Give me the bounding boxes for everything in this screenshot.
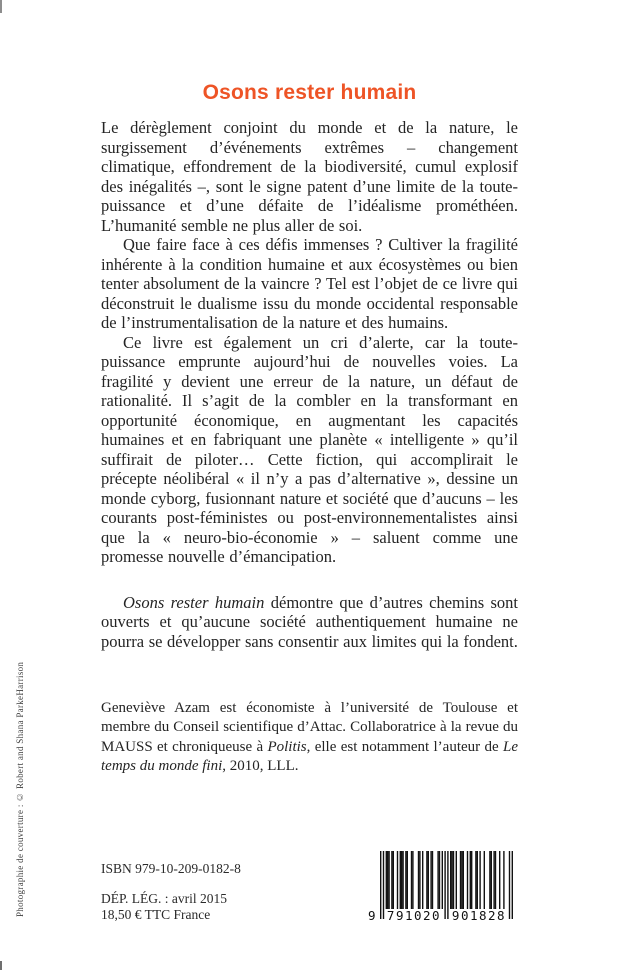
paragraph-4	[101, 593, 518, 652]
crop-mark-top-left	[0, 0, 2, 13]
isbn-number: ISBN 979-10-209-0182-8	[101, 861, 241, 876]
back-cover-text	[101, 118, 518, 651]
price: 18,50 € TTC France	[101, 907, 211, 922]
page-title: Osons rester humain	[202, 81, 417, 104]
bio-text-2: , elle est notamment l’auteur de	[306, 738, 503, 755]
bio-italic-book: Le temps du monde fini	[101, 738, 518, 774]
photo-credit: Photographie de couverture : © Robert and Shana ParkeHarrison	[15, 661, 25, 917]
legal-deposit: DÉP. LÉG. : avril 2015	[101, 891, 227, 906]
book-title-italic: Osons rester humain	[123, 592, 265, 612]
barcode-digit-first: 9	[368, 908, 376, 923]
paragraph-3: Ce livre est également un cri d’alerte, car la toute-puissance emprunte aujourd’hui de nouvelles voies. La fragilité y devient une erreur de la nature, un défaut de rationalité. Il s’agit de la combler en la transformant en opportunité économique, en augmentant les capacités humaines et en fabriquant une planète « intelligente » qu’il suffirait de piloter… Cette fiction, qui accomplirait le précepte néolibéral « il n’y a pas d’alternative », dessine un monde cyborg, fusionnant nature et société que d’aucuns – les courants post-féministes ou post-environnementalistes ainsi que la « neuro-bio-économie » – saluent comme une promesse nouvelle d’émancipation.	[101, 332, 518, 566]
author-bio	[101, 699, 518, 776]
bio-text-3: , 2010, LLL.	[222, 757, 299, 774]
paragraph-1: Le dérèglement conjoint du monde et de la nature, le surgissement d’événements extrêmes – changement climatique, effondrement de la biodiversité, cumul explosif des inégalités –, sont le signe patent d’une limite de la toute-puissance et d’une défaite de l’idéalisme prométhéen. L’humanité semble ne plus aller de soi.	[101, 118, 518, 235]
publication-info	[101, 861, 241, 923]
bio-text-1: Geneviève Azam est économiste à l’université de Toulouse et membre du Conseil scientifique d’Attac. Collaboratrice à la revue du MAUSS et chroniqueuse à	[101, 700, 518, 755]
paragraph-4-rest: démontre que d’autres chemins sont ouverts et qu’aucune société authentiquement humaine ne pourra se développer sans consentir aux limites qui la fondent.	[101, 592, 518, 651]
crop-mark-bottom-left	[0, 961, 2, 970]
paragraph-2: Que faire face à ces défis immenses ? Cultiver la fragilité inhérente à la condition humaine et aux écosystèmes ou bien tenter absolument de la vaincre ? Tel est l’objet de ce livre qui déconstruit le dualisme issu du monde occidental responsable de l’instrumentalisation de la nature et des humains.	[101, 235, 518, 332]
barcode-digits-left: 791020	[386, 908, 442, 923]
barcode-digits-right: 901828	[451, 908, 507, 923]
barcode	[368, 851, 516, 923]
bio-italic-politis: Politis	[267, 738, 307, 755]
